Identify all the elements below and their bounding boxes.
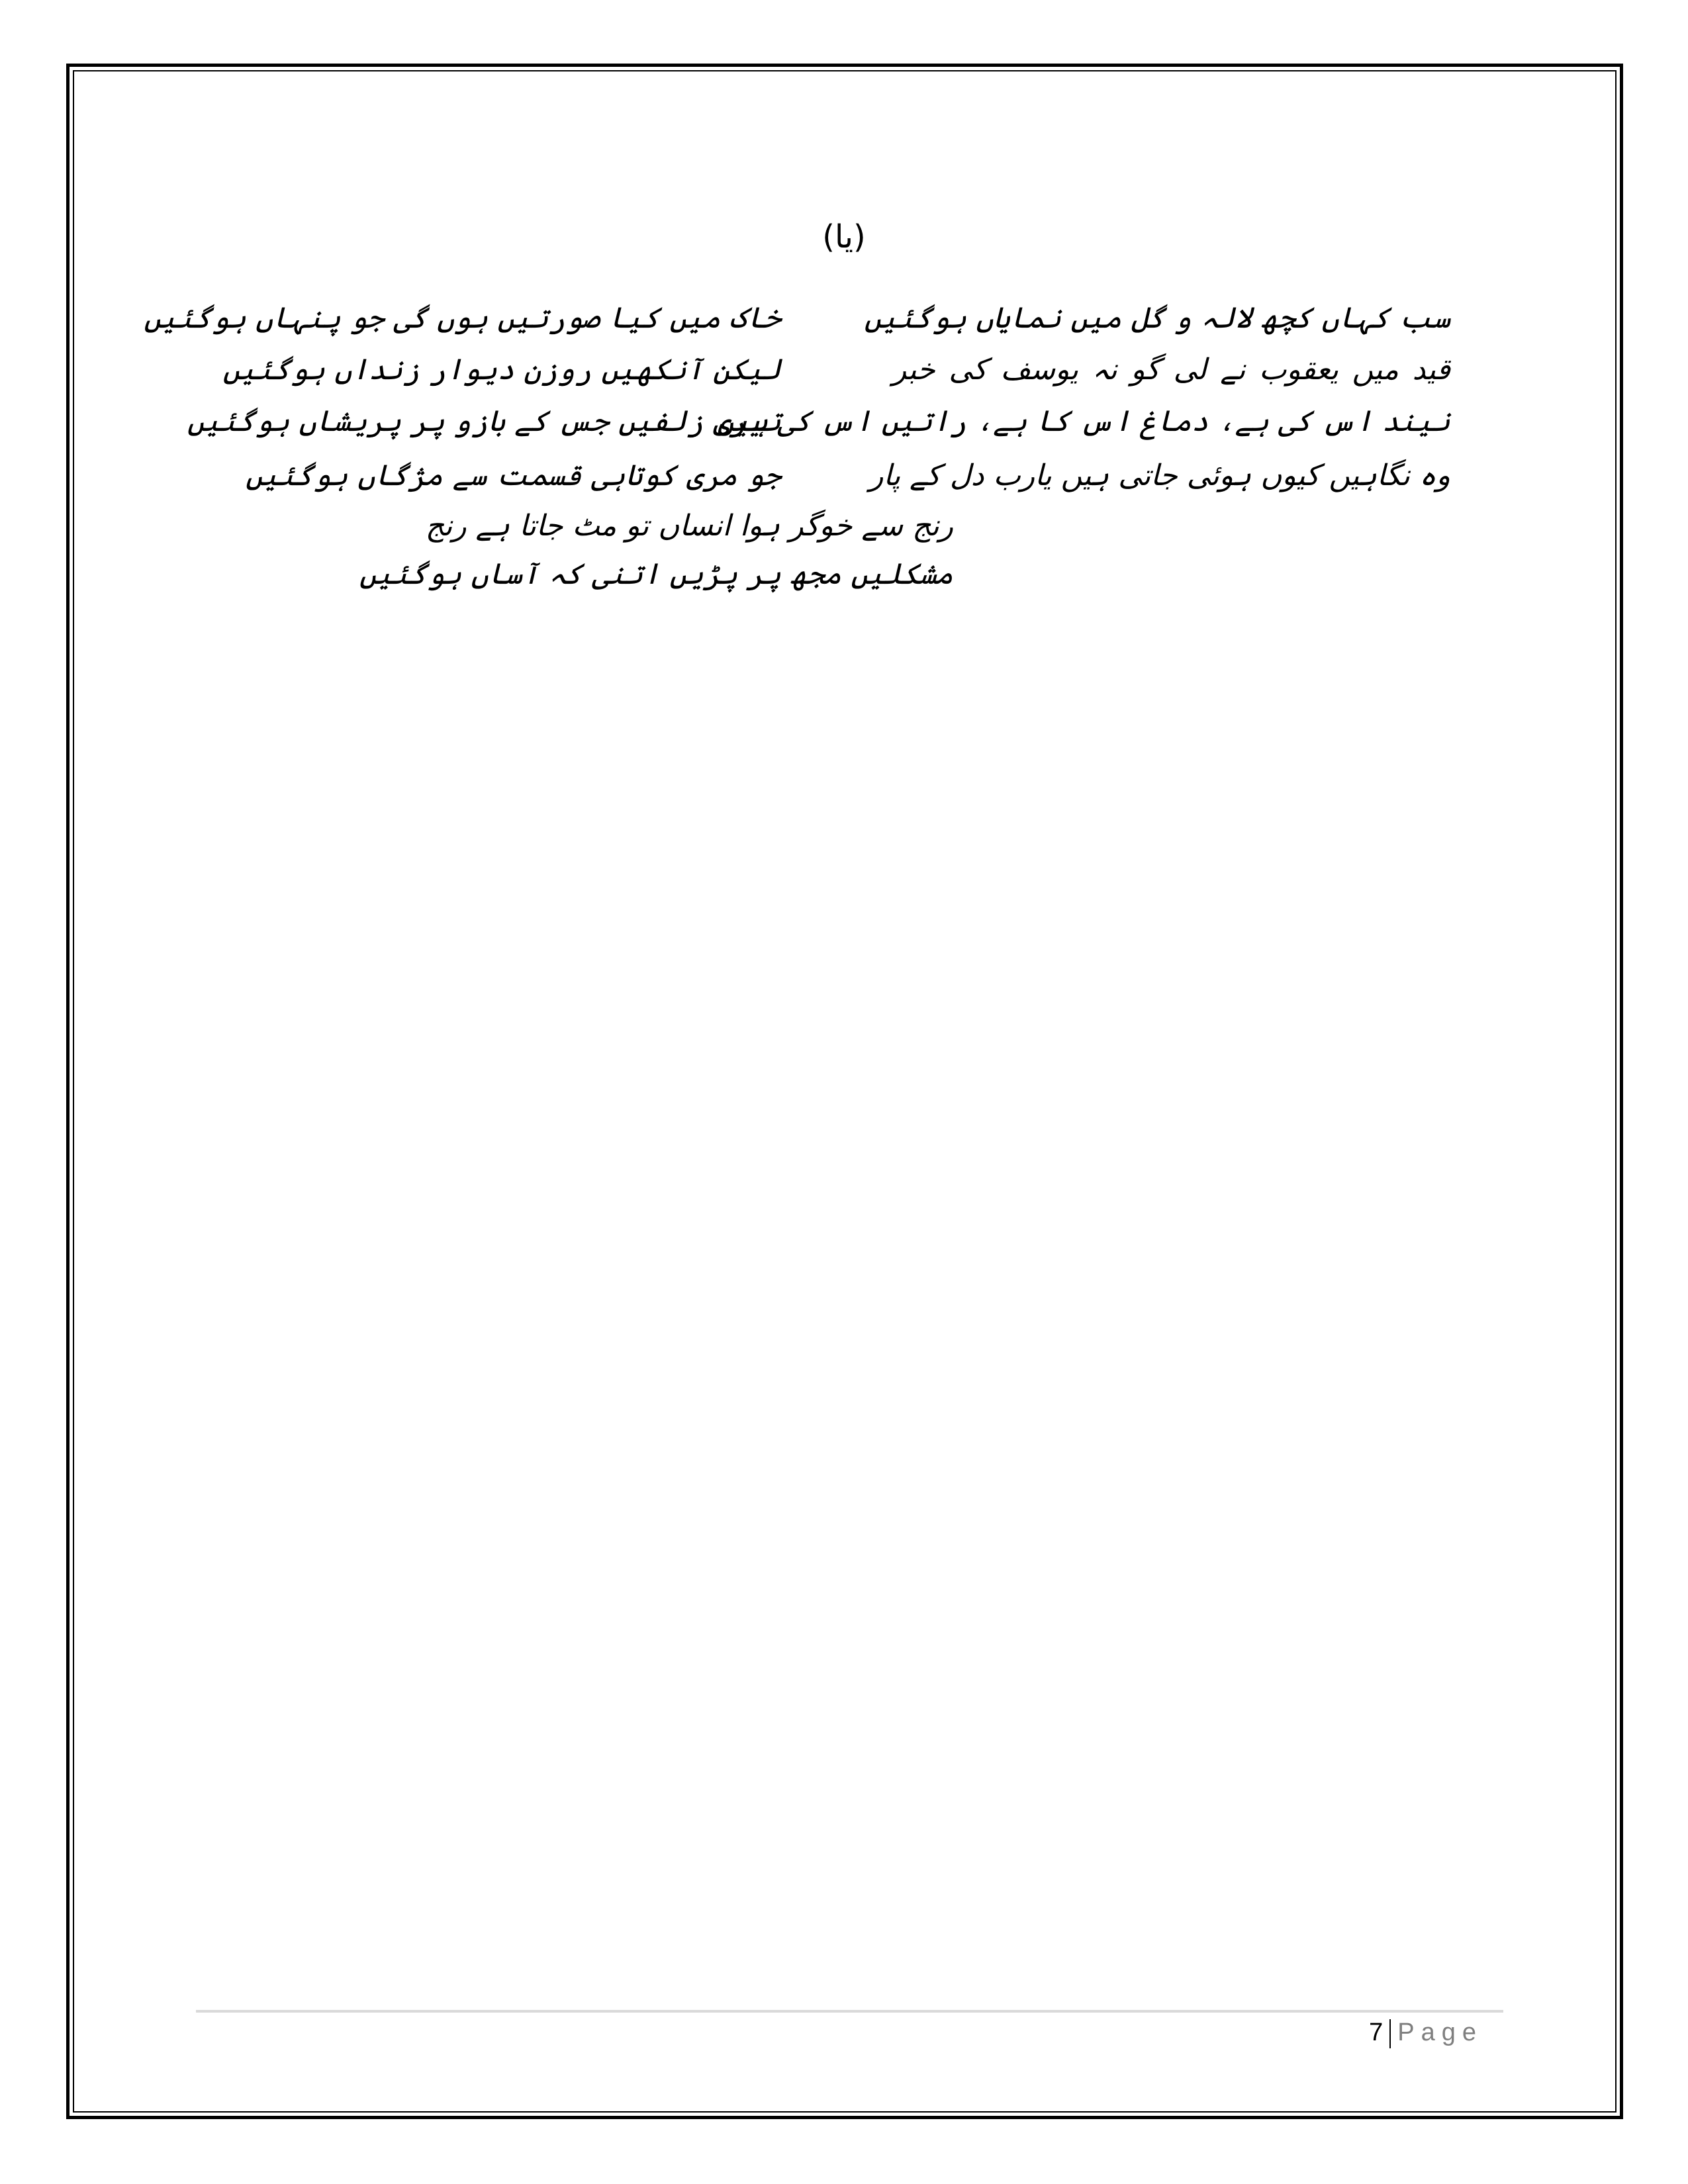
final-couplet-first-line: رنج سے خوگر ہوا انساں تو مٹ جاتا ہے رنج bbox=[425, 509, 953, 543]
couplet-4-first-line: وہ نگاہیں کیوں ہوئی جاتی ہیں یارب دل کے پار bbox=[869, 459, 1450, 492]
page-footer bbox=[1369, 2019, 1483, 2048]
couplet-1-first-line: سب کہاں کچھ لالہ و گل میں نمایاں ہوگئیں bbox=[864, 301, 1450, 335]
footer-separator bbox=[1389, 2019, 1391, 2048]
page-number: 7 bbox=[1369, 2019, 1383, 2046]
final-couplet-second-line: مشکلیں مجھ پر پڑیں اتنی کہ آساں ہوگئیں bbox=[359, 557, 953, 591]
couplet-3-second-line: تیری زلفیں جس کے بازو پر پریشاں ہوگئیں bbox=[187, 404, 781, 438]
couplet-2-first-line: قید میں یعقوب نے لی گو نہ یوسف کی خبر bbox=[892, 353, 1450, 387]
couplet-1-second-line: خاک میں کیا صورتیں ہوں گی جو پنہاں ہوگئیں bbox=[144, 301, 781, 335]
couplet-2-second-line: لیکن آنکھیں روزن دیوار زنداں ہوگئیں bbox=[222, 353, 781, 387]
couplet-3-first-line: نیند اس کی ہے، دماغ اس کا ہے، راتیں اس کی ہیں bbox=[717, 404, 1450, 438]
couplet-4-second-line: جو مری کوتاہی قسمت سے مژگاں ہوگئیں bbox=[246, 459, 781, 492]
section-title: (یا) bbox=[822, 218, 866, 255]
footer-divider bbox=[196, 2010, 1503, 2013]
page-label: Page bbox=[1397, 2019, 1483, 2046]
